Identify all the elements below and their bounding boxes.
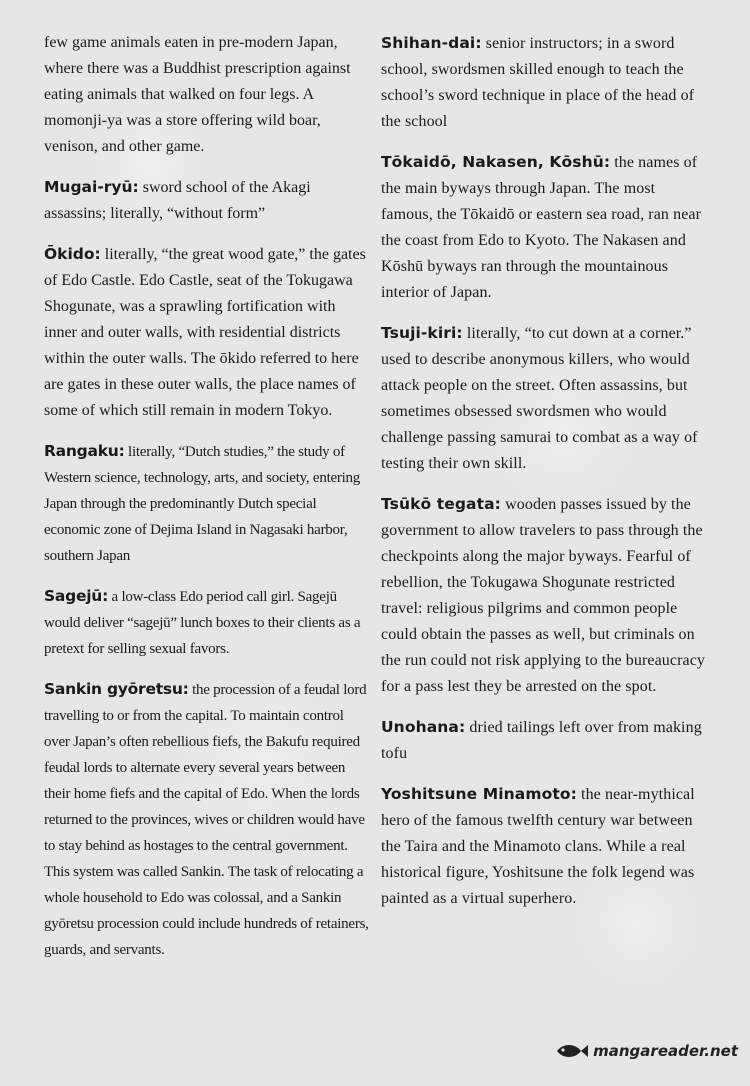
entry-definition: dried tailings left over from making tofu xyxy=(381,719,702,762)
entry-definition: the near-mythical hero of the famous twelfth century war between the Taira and the Minamoto clans. While a real historical figure, Yoshitsune the folk legend was painted as a virtual superhero. xyxy=(381,786,695,907)
glossary-column-left xyxy=(44,30,370,977)
glossary-entry-unohana xyxy=(381,714,709,767)
entry-term: Sagejū: xyxy=(44,587,109,605)
glossary-entry-tsuji-kiri xyxy=(381,320,709,477)
glossary-entry-continuation: few game animals eaten in pre-modern Japan, where there was a Buddhist prescription against eating animals that walked on four legs. A momonji-ya was a store offering wild boar, venison, and other game. xyxy=(44,34,351,155)
entry-term: Mugai-ryū: xyxy=(44,178,139,196)
entry-term: Yoshitsune Minamoto: xyxy=(381,785,577,803)
entry-term: Sankin gyōretsu: xyxy=(44,680,189,698)
glossary-entry-yoshitsune xyxy=(381,781,709,912)
watermark-text: mangareader.net xyxy=(593,1042,738,1060)
glossary-entry-tokaido xyxy=(381,149,709,306)
glossary-entry-tsuko-tegata xyxy=(381,491,709,700)
glossary-entry-sageju xyxy=(44,583,370,662)
glossary-entry-mugai-ryu xyxy=(44,174,370,227)
entry-definition: literally, “Dutch studies,” the study of Western science, technology, arts, and society, entering Japan through the predominantly Dutch special economic zone of Dejima Island in Nagasaki harbor, southern Japan xyxy=(44,444,361,564)
entry-term: Unohana: xyxy=(381,718,466,736)
entry-term: Tsuji-kiri: xyxy=(381,324,463,342)
entry-term: Shihan-dai: xyxy=(381,34,482,52)
entry-definition: literally, “to cut down at a corner.” used to describe anonymous killers, who would attack people on the street. Often assassins, but sometimes obsessed swordsmen who would challenge passing samurai to combat as a way of testing their own skill. xyxy=(381,325,698,472)
entry-definition: a low-class Edo period call girl. Sagejū would deliver “sagejū” lunch boxes to their clients as a pretext for selling sexual favors. xyxy=(44,589,361,657)
site-watermark xyxy=(555,1042,738,1060)
glossary-entry-shihan-dai xyxy=(381,30,709,135)
entry-definition: sword school of the Akagi assassins; literally, “without form” xyxy=(44,179,311,222)
glossary-entry-sankin-gyoretsu xyxy=(44,676,370,963)
entry-term: Rangaku: xyxy=(44,442,125,460)
entry-definition: the names of the main byways through Japan. The most famous, the Tōkaidō or eastern sea road, ran near the coast from Edo to Kyoto. The Nakasen and Kōshū byways ran through the mountainous interior of Japan. xyxy=(381,154,702,301)
entry-term: Ōkido: xyxy=(44,245,101,263)
entry-definition: the procession of a feudal lord travelling to or from the capital. To maintain control over Japan’s often rebellious fiefs, the Bakufu required feudal lords to alternate every several years between their home fiefs and the capital of Edo. When the lords returned to the provinces, wives or children would have to stay behind as hostages to the central government. This system was called Sankin. The task of relocating a whole household to Edo was colossal, and a Sankin gyōretsu procession could include hundreds of retainers, guards, and servants. xyxy=(44,682,369,958)
glossary-entry-rangaku xyxy=(44,438,370,569)
fish-logo-icon xyxy=(555,1042,589,1060)
entry-term: Tōkaidō, Nakasen, Kōshū: xyxy=(381,153,611,171)
entry-definition: wooden passes issued by the government to allow travelers to pass through the checkpoints along the major byways. Fearful of rebellion, the Tokugawa Shogunate restricted travel: religious pilgrims and common people could obtain the passes as well, but criminals on the run could not risk applying to the bureaucracy for a pass lest they be arrested on the spot. xyxy=(381,496,706,695)
entry-definition: literally, “the great wood gate,” the gates of Edo Castle. Edo Castle, seat of the Tokugawa Shogunate, was a sprawling fortification with inner and outer walls, with residential districts within the outer walls. The ōkido referred to here are gates in these outer walls, the place names of some of which still remain in modern Tokyo. xyxy=(44,246,366,419)
glossary-column-right xyxy=(381,30,709,926)
entry-definition: senior instructors; in a sword school, swordsmen skilled enough to teach the school’s sword technique in place of the head of the school xyxy=(381,35,695,130)
glossary-entry-okido xyxy=(44,241,370,424)
entry-term: Tsūkō tegata: xyxy=(381,495,501,513)
